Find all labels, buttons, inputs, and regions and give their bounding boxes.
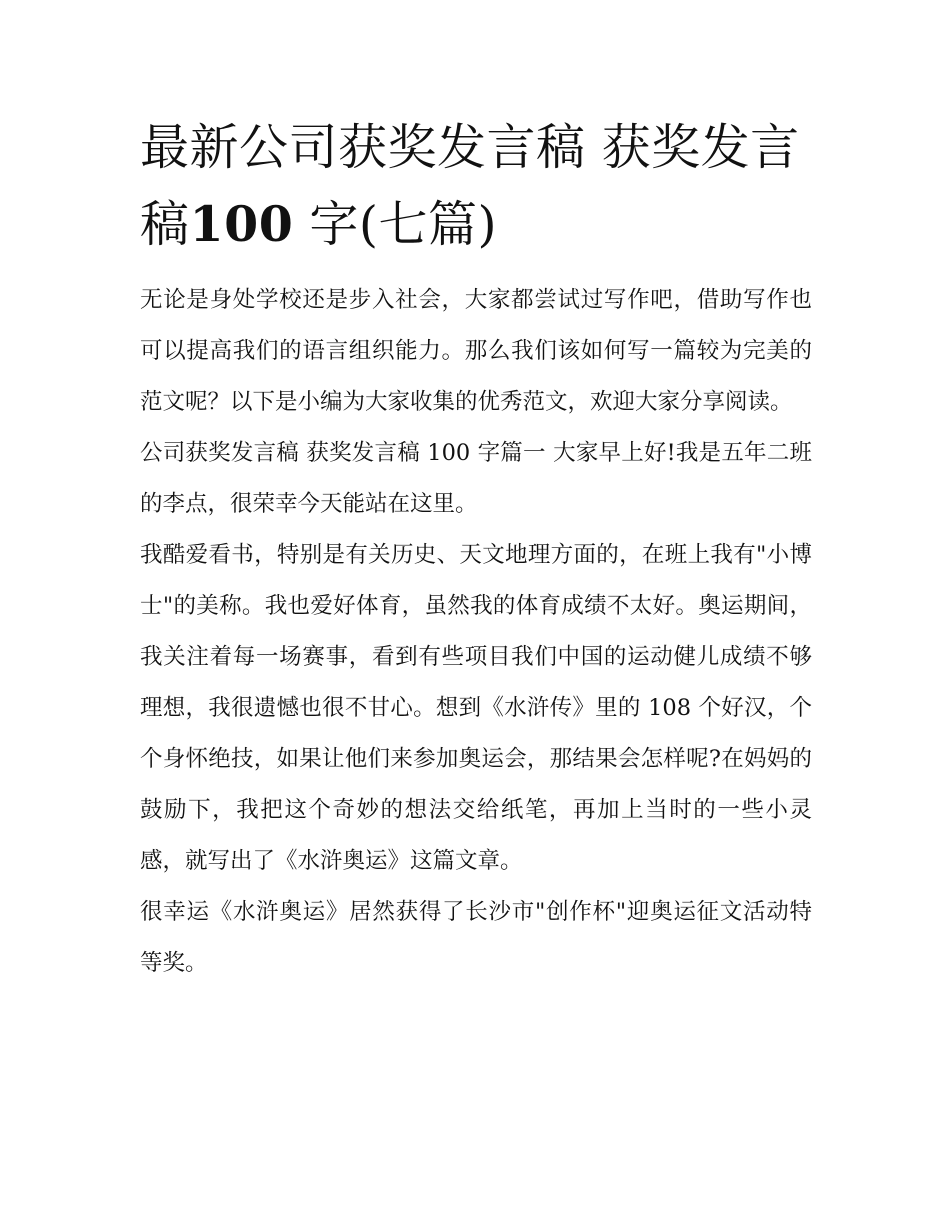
title-text-part2: 字(七篇) [309, 196, 498, 253]
paragraph-intro: 无论是身处学校还是步入社会，大家都尝试过写作吧，借助写作也可以提高我们的语言组织能力。那么我们该如何写一篇较为完美的范文呢？以下是小编为大家收集的优秀范文，欢迎大家分享阅读。 [140, 287, 812, 415]
paragraph-greeting: 公司获奖发言稿 获奖发言稿 100 字篇一 大家早上好!我是五年二班的李点，很荣幸今天能站在这里。 [140, 440, 812, 517]
title-text-part1: 最新公司获奖发言稿 获奖发言稿 [140, 119, 800, 253]
document-title [140, 110, 812, 263]
document-body [140, 110, 812, 989]
paragraph-award: 很幸运《水浒奥运》居然获得了长沙市"创作杯"迎奥运征文活动特等奖。 [140, 899, 812, 976]
title-number: 100 [189, 195, 294, 253]
paragraph-story: 我酷爱看书，特别是有关历史、天文地理方面的，在班上我有"小博士"的美称。我也爱好体育，虽然我的体育成绩不太好。奥运期间，我关注着每一场赛事，看到有些项目我们中国的运动健儿成绩不够理想，我很遗憾也很不甘心。想到《水浒传》里的 108 个好汉，个个身怀绝技，如果让他们来参加奥运会，那结果会怎样呢?在妈妈的鼓励下，我把这个奇妙的想法交给纸笔，再加上当时的一些小灵感，就写出了《水浒奥运》这篇文章。 [140, 542, 812, 874]
